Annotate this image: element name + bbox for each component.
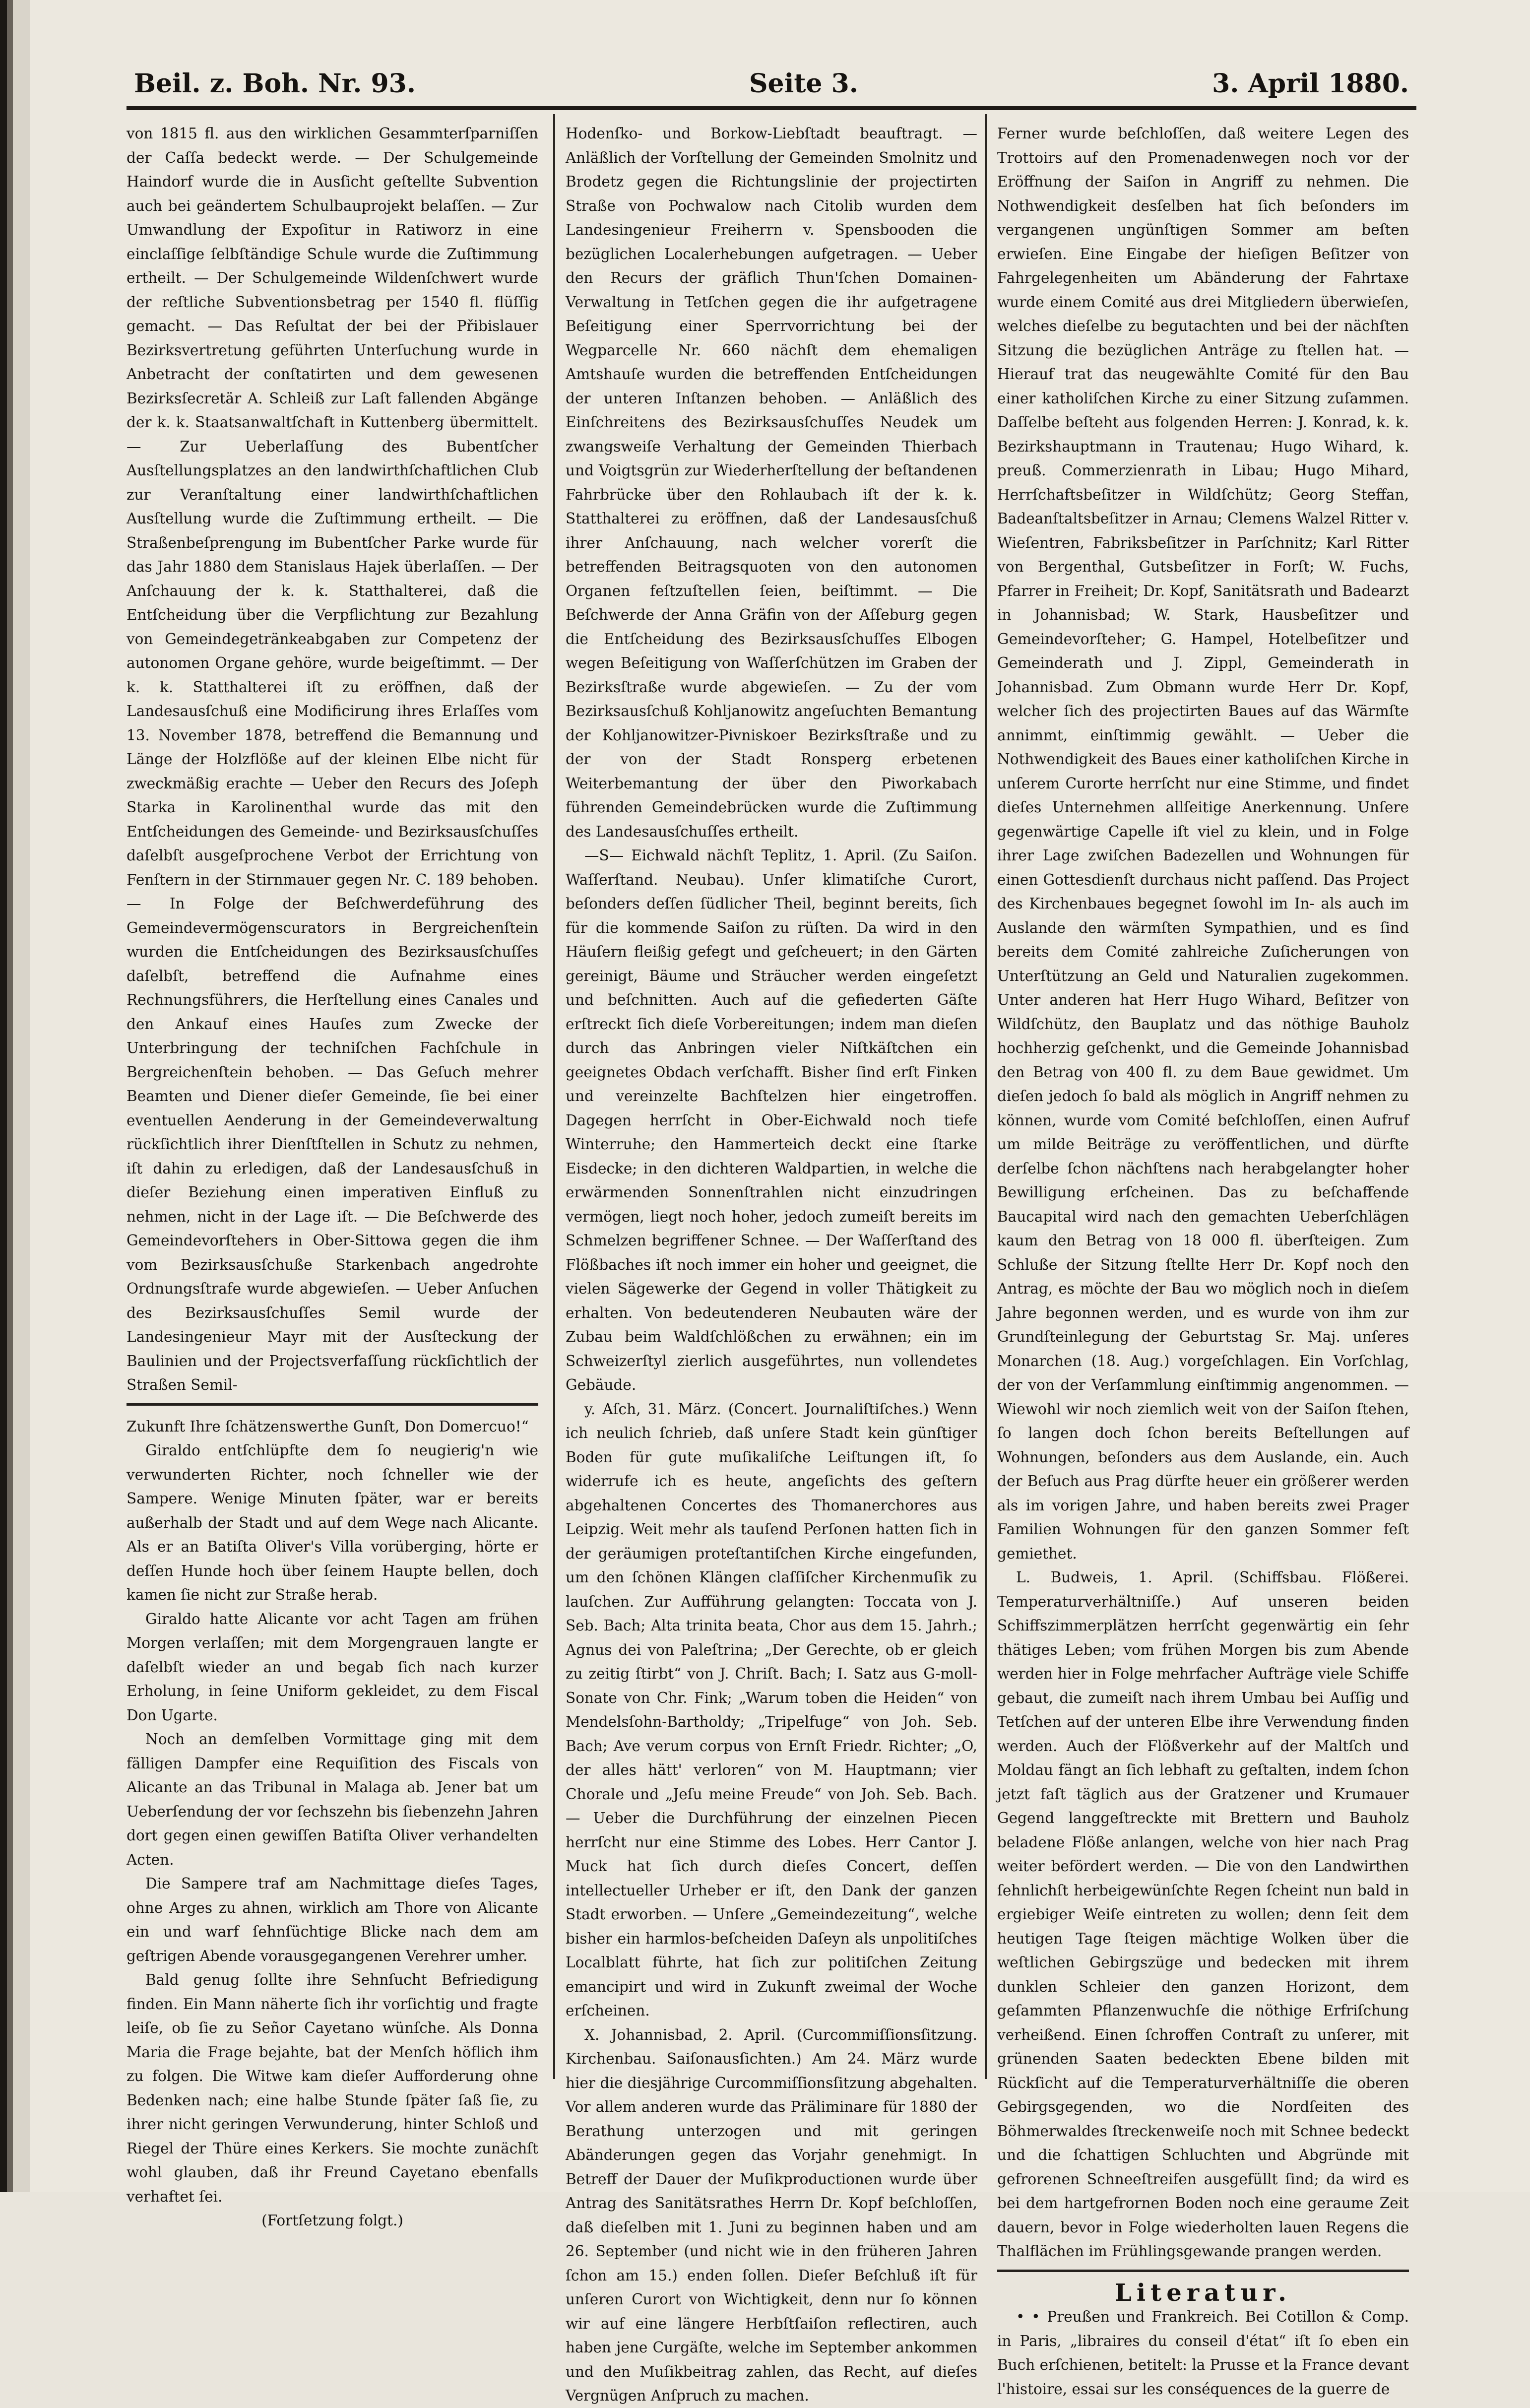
news-johannisbad-continued: Ferner wurde beſchloſſen, daß weitere Legen des Trottoirs auf den Promenadenwegen noch vor der Eröffnung der Saiſon in Angriff zu nehmen. Die Nothwendigkeit desſelben hat ſich beſonders im vergangenen ungünſtigen Sommer am beſten erwieſen. Eine Eingabe der hieſigen Beſitzer von Fahrgelegenheiten um Abänderung der Fahrtaxe wurde einem Comité aus drei Mitgliedern überwieſen, welches dieſelbe zu begutachten und bei der nächſten Sitzung die bezüglichen Anträge zu ſtellen hat. — Hierauf trat das neugewählte Comité für den Bau einer katholiſchen Kirche zu einer Sitzung zuſammen. Daſſelbe beſteht aus folgenden Herren: J. Konrad, k. k. Bezirkshauptmann in Trautenau; Hugo Wihard, k. preuß. Commerzienrath in Libau; Hugo Mihard, Herrſchaftsbeſitzer in Wildſchütz; Georg Steffan, Badeanſtaltsbeſitzer in Arnau; Clemens Walzel Ritter v. Wieſentren, Fabriksbeſitzer in Parſchnitz; Karl Ritter von Bergenthal, Gutsbeſitzer in Forſt; W. Fuchs, Pfarrer in Freiheit; Dr. Kopf, Sanitätsrath und Badearzt in Johannisbad; W. Stark, Hausbeſitzer und Gemeindevorſteher; G. Hampel, Hotelbeſitzer und Gemeinderath und J. Zippl, Gemeinderath in Johannisbad. Zum Obmann wurde Herr Dr. Kopf, welcher ſich des projectirten Baues auf das Wärmſte annimmt, einſtimmig gewählt. — Ueber die Nothwendigkeit des Baues einer katholiſchen Kirche in unſerem Curorte herrſcht nur eine Stimme, und findet dieſes Unternehmen allſeitige Anerkennung. Unſere gegenwärtige Capelle iſt viel zu klein, und in Folge ihrer Lage zwiſchen Badezellen und Wohnungen für einen Gottesdienſt durchaus nicht paſſend. Das Project des Kirchenbaues begegnet ſowohl im In- als auch im Auslande den wärmſten Sympathien, und es ſind bereits dem Comité zahlreiche Zuſicherungen von Unterſtützung an Geld und Naturalien zugekommen. Unter anderen hat Herr Hugo Wihard, Beſitzer von Wildſchütz, den Bauplatz und das nöthige Bauholz hochherzig geſchenkt, und die Gemeinde Johannisbad den Betrag von 400 fl. zu dem Baue gewidmet. Um dieſen jedoch ſo bald als möglich in Angriff nehmen zu können, wurde vom Comité beſchloſſen, einen Aufruf um milde Beiträge zu veröffentlichen, und dürfte derſelbe ſchon nächſtens nach herabgelangter hoher Bewilligung erſcheinen. Das zu beſchaffende Baucapital wird nach den gemachten Ueberſchlägen kaum den Betrag von 18 000 fl. überſteigen. Zum Schluße der Sitzung ſtellte Herr Dr. Kopf noch den Antrag, es möchte der Bau wo möglich noch in dieſem Jahre begonnen werden, und es wurde von ihm zur Grundſteinlegung der Geburtstag Sr. Maj. unſeres Monarchen (18. Aug.) vorgeſchlagen. Ein Vorſchlag, der von der Verſammlung einſtimmig angenommen. — Wiewohl wir noch ziemlich weit von der Saiſon ſtehen, ſo langen doch ſchon bereits Beſtellungen auf Wohnungen, beſonders aus dem Auslande, ein. Auch der Beſuch aus Prag dürfte heuer ein größerer werden als im vorigen Jahre, und haben bereits zwei Prager Familien Wohnungen für den ganzen Sommer feſt gemiethet.: [997, 125, 1409, 1562]
column-rule-1: [553, 114, 555, 2079]
news-budweis: L. Budweis, 1. April. (Schiffsbau. Flößerei. Temperaturverhältniſſe.) Auf unseren beiden Schiffszimmerplätzen herrſcht gegenwärtig ein ſehr thätiges Leben; vom frühen Morgen bis zum Abende werden hier in Folge mehrfacher Aufträge viele Schiffe gebaut, die zumeiſt nach ihrem Umbau bei Auſſig und Tetſchen auf der unteren Elbe ihre Verwendung finden werden. Auch der Flößverkehr auf der Maltſch und Moldau fängt an ſich lebhaft zu geſtalten, indem ſchon jetzt faſt täglich aus der Gratzener und Krumauer Gegend langgeſtreckte mit Brettern und Bauholz beladene Flöße anlangen, welche von hier nach Prag weiter befördert werden. — Die von den Landwirthen ſehnlichſt herbeigewünſchte Regen ſcheint nun bald in ergiebiger Weiſe eintreten zu wollen; denn ſeit dem heutigen Tage ſteigen mächtige Wolken über die weſtlichen Gebirgszüge und bedecken mit ihrem dunklen Schleier den ganzen Horizont, dem geſammten Pflanzenwuchſe die nöthige Erfriſchung verheißend. Einen ſchroffen Contraſt zu unſerer, mit grünenden Saaten bedeckten Ebene bilden mit Rückſicht auf die Temperaturverhältniſſe die oberen Gebirgsgegenden, wo die Nordſeiten des Böhmerwaldes ſtreckenweiſe noch mit Schnee bedeckt und die ſchattigen Schluchten und Abgründe mit gefrorenen Schneeſtreifen ausgefüllt ſind; da wird es bei dem hartgefrornen Boden noch eine geraume Zeit dauern, bevor in Folge wiederholten lauen Regens die Thalflächen im Frühlingsgewande prangen werden.: [997, 1569, 1409, 2260]
feuilleton-paragraph: Giraldo entſchlüpfte dem ſo neugierig'n wie verwunderten Richter, noch ſchneller wie der Sampere. Wenige Minuten ſpäter, war er bereits außerhalb der Stadt und auf dem Wege nach Alicante. Als er an Batiſta Oliver's Villa vorüberging, hörte er deſſen Hunde hoch über ſeinem Haupte bellen, doch kamen ſie nicht zur Straße herab.: [127, 1442, 538, 1603]
feuilleton-paragraph: Bald genug ſollte ihre Sehnſucht Befriedigung finden. Ein Mann näherte ſich ihr vorſichtig und fragte leiſe, ob ſie zu Señor Cayetano wünſche. Als Donna Maria die Frage bejahte, bat der Menſch höflich ihm zu folgen. Die Witwe kam dieſer Aufforderung ohne Bedenken nach; eine halbe Stunde ſpäter ſaß ſie, zu ihrer nicht geringen Verwunderung, hinter Schloß und Riegel der Thüre eines Kerkers. Sie mochte zunächſt wohl glauben, daß ihr Freund Cayetano ebenfalls verhaftet ſei.: [127, 1971, 538, 2205]
feuilleton-paragraph: Die Sampere traf am Nachmittage dieſes Tages, ohne Arges zu ahnen, wirklich am Thore von Alicante ein und warf ſehnſüchtige Blicke nach dem am geſtrigen Abende vorausgegangenen Verehrer umher.: [127, 1875, 538, 1964]
landesausschuss-report-continued: von 1815 fl. aus den wirklichen Gesammterſparniſſen der Caſſa bedeckt werde. — Der Schulgemeinde Haindorf wurde die in Ausſicht geſtellte Subvention auch bei geändertem Schulbauprojekt belaſſen. — Zur Umwandlung der Expoſitur in Ratiworz in eine einclaſſige ſelbſtändige Schule wurde die Zuſtimmung ertheilt. — Der Schulgemeinde Wildenſchwert wurde der reſtliche Subventionsbetrag per 1540 fl. flüſſig gemacht. — Das Reſultat der bei der Přibislauer Bezirksvertretung geführten Unterſuchung wurde in Anbetracht der conſtatirten und dem gewesenen Bezirksſecretär A. Schleiß zur Laſt fallenden Abgänge der k. k. Staatsanwaltſchaft in Kuttenberg übermittelt. — Zur Ueberlaſſung des Bubentſcher Ausſtellungsplatzes an den landwirthſchaftlichen Club zur Veranſtaltung einer landwirthſchaftlichen Ausſtellung wurde die Zuſtimmung ertheilt. — Die Straßenbeſprengung im Bubentſcher Parke wurde für das Jahr 1880 dem Stanislaus Hajek überlaſſen. — Der Anſchauung der k. k. Statthalterei, daß die Entſcheidung über die Verpflichtung zur Bezahlung von Gemeindegetränkeabgaben zur Competenz der autonomen Organe gehöre, wurde beigeſtimmt. — Der k. k. Statthalterei iſt zu eröffnen, daß der Landesausſchuß eine Modificirung ihres Erlaſſes vom 13. November 1878, betreffend die Bemannung und Länge der Holzflöße auf der kleinen Elbe nicht für zweckmäßig erachte — Ueber den Recurs des Joſeph Starka in Karolinenthal wurde das mit den Entſcheidungen des Gemeinde- und Bezirksausſchuſſes daſelbſt ausgeſprochene Verbot der Errichtung von Fenſtern in der Stirnmauer gegen Nr. C. 189 behoben. — In Folge der Beſchwerdeführung des Gemeindevermögenscurators in Bergreichenſtein wurden die Entſcheidungen des Bezirksausſchuſſes daſelbſt, betreffend die Aufnahme eines Rechnungsführers, die Herſtellung eines Canales und den Ankauf eines Hauſes zum Zwecke der Unterbringung der techniſchen Fachſchule in Bergreichenſtein behoben. — Das Geſuch mehrer Beamten und Diener dieſer Gemeinde, ſie bei einer eventuellen Aenderung in der Gemeindeverwaltung rückſichtlich ihrer Dienſtſtellen in Schutz zu nehmen, iſt dahin zu erledigen, daß der Landesausſchuß in dieſer Beziehung einen imperativen Einfluß zu nehmen, nicht in der Lage iſt. — Die Beſchwerde des Gemeindevorſtehers in Ober-Sittowa gegen die ihm vom Bezirksausſchuße Starkenbach angedrohte Ordnungsſtrafe wurde abgewieſen. — Ueber Anſuchen des Bezirksausſchuſſes Semil wurde der Landesingenieur Mayr mit der Ausſteckung der Baulinien und der Projectsverfaſſung rückſichtlich der Straßen Semil-: [127, 125, 538, 1393]
feuilleton-paragraph: Zukunft Ihre ſchätzenswerthe Gunſt, Don Domercuo!“: [127, 1418, 529, 1435]
supplement-number: Beil. z. Boh. Nr. 93.: [134, 68, 416, 99]
news-johannisbad: X. Johannisbad, 2. April. (Curcommiſſionsſitzung. Kirchenbau. Saiſonausſichten.) Am 24. März wurde hier die diesjährige Curcommiſſionsſitzung abgehalten. Vor allem anderen wurde das Präliminare für 1880 der Berathung unterzogen und mit geringen Abänderungen gegen das Vorjahr genehmigt. In Betreff der Dauer der Muſikproductionen wurde über Antrag des Sanitätsrathes Herrn Dr. Kopf beſchloſſen, daß dieſelben mit 1. Juni zu beginnen haben und am 26. September (und nicht wie in den früheren Jahren ſchon am 15.) enden ſollen. Dieſer Beſchluß iſt für unſeren Curort von Wichtigkeit, denn nur ſo können wir auf eine längere Herbſtſaiſon reflectiren, auch haben jene Curgäſte, welche im September ankommen und den Muſikbeitrag zahlen, das Recht, auf dieſes Vergnügen Anſpruch zu machen.: [566, 2026, 977, 2404]
feuilleton-paragraph: Giraldo hatte Alicante vor acht Tagen am frühen Morgen verlaſſen; mit dem Morgengrauen langte er daſelbſt wieder an und begab ſich nach kurzer Erholung, in ſeine Uniform gekleidet, zu dem Fiscal Don Ugarte.: [127, 1610, 538, 1724]
news-eichwald: —S— Eichwald nächſt Teplitz, 1. April. (Zu Saiſon. Waſſerſtand. Neubau). Unſer klimatiſche Curort, beſonders deſſen ſüdlicher Theil, beginnt bereits, ſich für die kommende Saiſon zu rüſten. Da wird in den Häuſern fleißig gefegt und geſcheuert; in den Gärten gereinigt, Bäume und Sträucher werden eingeſetzt und beſchnitten. Auch auf die gefiederten Gäſte erſtreckt ſich dieſe Vorbereitungen; indem man dieſen durch das Anbringen vieler Niſtkäſtchen ein geeignetes Obdach verſchafft. Bisher ſind erſt Finken und vereinzelte Bachſtelzen hier eingetroffen. Dagegen herrſcht in Ober-Eichwald noch tiefe Winterruhe; den Hammerteich deckt eine ſtarke Eisdecke; in den dichteren Waldpartien, in welche die erwärmenden Sonnenſtrahlen nicht einzudringen vermögen, liegt noch hoher, jedoch zumeiſt bereits im Schmelzen begriffener Schnee. — Der Waſſerſtand des Flößbaches iſt noch immer ein hoher und geeignet, die vielen Sägewerke der Gegend in voller Thätigkeit zu erhalten. Von bedeutenderen Neubauten wäre der Zubau beim Waldſchlößchen zu erwähnen; ein im Schweizerſtyl zierlich ausgeführtes, nun vollendetes Gebäude.: [566, 847, 977, 1393]
feuilleton-paragraph: Noch an demſelben Vormittage ging mit dem fälligen Dampfer eine Requiſition des Fiscals von Alicante an das Tribunal in Malaga ab. Jener bat um Ueberſendung der vor ſechszehn bis ſiebenzehn Jahren dort gegen einen gewiſſen Batiſta Oliver verhandelten Acten.: [127, 1731, 538, 1868]
literature-notice: • • Preußen und Frankreich. Bei Cotillon & Comp. in Paris, „libraires du conseil d'état“ iſt ſo eben ein Buch erſchienen, betitelt: la Prusse et la France devant l'histoire, essai sur les conséquences de la guerre de: [997, 2308, 1409, 2398]
page-number: Seite 3.: [749, 68, 858, 99]
continuation-note: (Fortſetzung folgt.): [261, 2212, 403, 2229]
header-rule: [127, 106, 1416, 110]
column-1: [127, 122, 538, 2229]
column-rule-2: [985, 114, 987, 2079]
issue-date: 3. April 1880.: [1212, 68, 1409, 99]
literature-separator: [997, 2270, 1409, 2272]
column-2: [566, 122, 977, 2404]
news-asch: y. Aſch, 31. März. (Concert. Journaliſtiſches.) Wenn ich neulich ſchrieb, daß unſere Stadt kein günſtiger Boden für gute muſikaliſche Leiſtungen iſt, ſo widerrufe ich es heute, angeſichts des geſtern abgehaltenen Concertes des Thomanerchores aus Leipzig. Weit mehr als tauſend Perſonen hatten ſich in der geräumigen proteſtantiſchen Kirche eingefunden, um den ſchönen Klängen claſſiſcher Kirchenmuſik zu lauſchen. Zur Aufführung gelangten: Toccata von J. Seb. Bach; Alta trinita beata, Chor aus dem 15. Jahrh.; Agnus dei von Paleſtrina; „Der Gerechte, ob er gleich zu zeitig ſtirbt“ von J. Chriſt. Bach; I. Satz aus G-moll-Sonate von Chr. Fink; „Warum toben die Heiden“ von Mendelsſohn-Bartholdy; „Tripelfuge“ von Joh. Seb. Bach; Ave verum corpus von Ernſt Friedr. Richter; „O, der alles hätt' verloren“ von M. Hauptmann; vier Chorale und „Jeſu meine Freude“ von Joh. Seb. Bach. — Ueber die Durchführung der einzelnen Piecen herrſcht nur eine Stimme des Lobes. Herr Cantor J. Muck hat ſich durch dieſes Concert, deſſen intellectueller Urheber er iſt, den Dank der ganzen Stadt erworben. — Unſere „Gemeindezeitung“, welche bisher ein harmlos-beſcheiden Daſeyn als unpolitiſches Localblatt führte, hat ſich zur politiſchen Zeitung emancipirt und wird in Zukunft zweimal der Woche erſcheinen.: [566, 1400, 977, 2019]
literature-heading: Literatur.: [1115, 2278, 1291, 2307]
column-3: [997, 122, 1409, 2398]
landesausschuss-report-end: Hodenſko- und Borkow-Liebſtadt beauftragt. — Anläßlich der Vorſtellung der Gemeinden Smolnitz und Brodetz gegen die Richtungslinie der projectirten Straße von Pochwalow nach Citolib wurden dem Landesingenieur Freiherrn v. Spensbooden die bezüglichen Localerhebungen aufgetragen. — Ueber den Recurs der gräflich Thun'ſchen Domainen-Verwaltung in Tetſchen gegen die ihr aufgetragene Beſeitigung einer Sperrvorrichtung bei der Wegparcelle Nr. 660 nächſt dem ehemaligen Amtshauſe wurden die betreffenden Entſcheidungen der unteren Inſtanzen behoben. — Anläßlich des Einſchreitens des Bezirksausſchuſſes Neudek um zwangsweiſe Verhaltung der Gemeinden Thierbach und Voigtsgrün zur Wiederherſtellung der beſtandenen Fahrbrücke über den Rohlaubach iſt der k. k. Statthalterei zu eröffnen, daß der Landesausſchuß ihrer Anſchauung, nach welcher vorerſt die betreffenden Beitragsquoten von den autonomen Organen feſtzuſtellen ſeien, beiſtimmt. — Die Beſchwerde der Anna Gräfin von der Aſſeburg gegen die Entſcheidung des Bezirksausſchuſſes Elbogen wegen Beſeitigung von Waſſerſchützen im Graben der Bezirksſtraße wurde abgewieſen. — Zu der vom Bezirksausſchuß Kohljanowitz angeſuchten Bemantung der Kohljanowitzer-Pivniskoer Bezirksſtraße und zu der von der Stadt Ronsperg erbetenen Weiterbemantung der über den Piworkabach führenden Gemeindebrücken wurde die Zuſtimmung des Landesausſchuſſes ertheilt.: [566, 125, 977, 840]
page-binding-edge: [0, 0, 30, 2192]
feuilleton-separator: [127, 1403, 538, 1406]
page-header: [134, 60, 1409, 104]
